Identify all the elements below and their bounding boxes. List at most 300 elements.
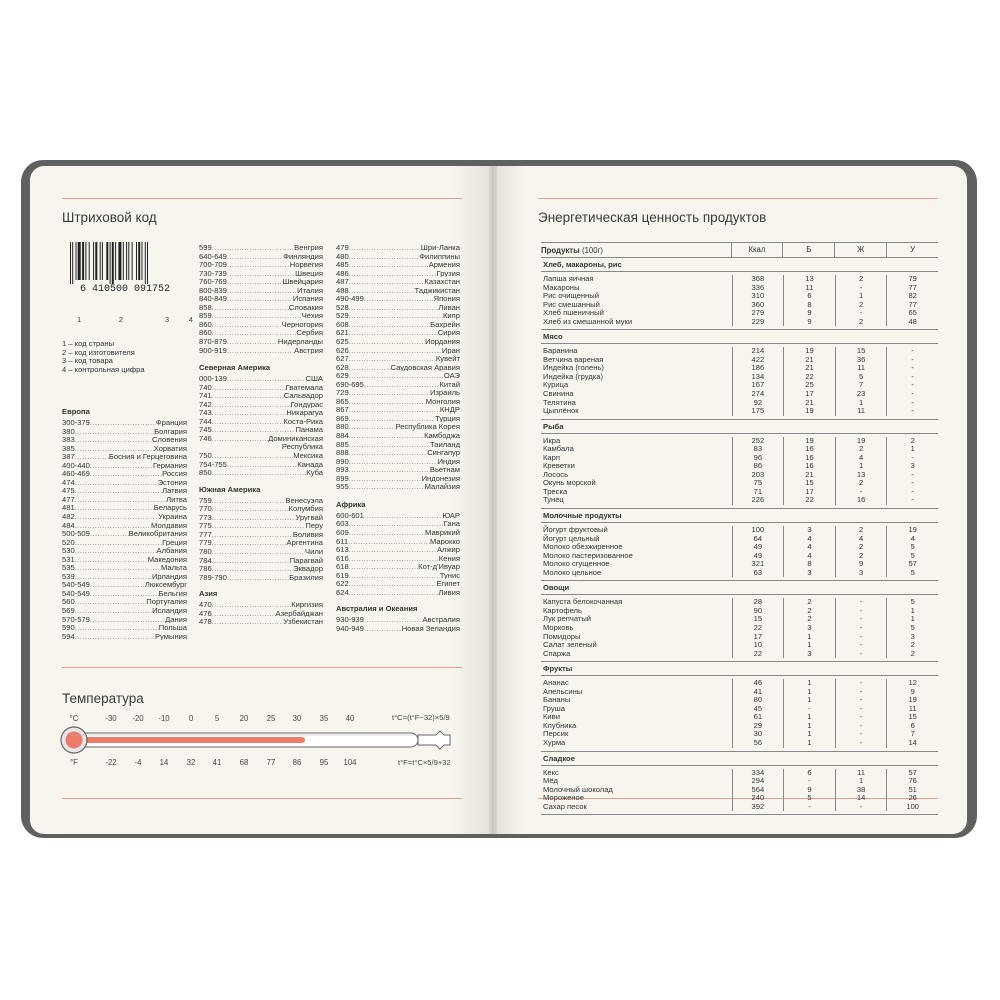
- kcal-value: 86: [732, 462, 784, 471]
- country-name: Филиппины: [419, 251, 460, 261]
- carbs-value: 65: [886, 309, 938, 318]
- table-row: [541, 284, 938, 293]
- country-name: Азербайджан: [275, 608, 323, 618]
- code-row: [62, 521, 187, 530]
- leader-dots: [212, 243, 294, 252]
- country-name: Гондурас: [290, 399, 323, 409]
- leader-dots: [75, 597, 147, 606]
- fat-value: 2: [835, 479, 887, 488]
- protein-value: 19: [783, 437, 835, 446]
- header-product: Продукты (100г): [541, 245, 604, 255]
- product-name: Камбала: [543, 444, 574, 454]
- protein-value: 1: [783, 739, 835, 748]
- code-row: [199, 504, 323, 513]
- kcal-value: 45: [732, 705, 784, 714]
- country-name: Вьетнам: [429, 465, 460, 474]
- protein-value: 3: [783, 526, 835, 535]
- code-row: [336, 354, 460, 363]
- category-header: Сладкое: [541, 752, 938, 766]
- legend-line: 1 – код страны: [62, 339, 115, 348]
- product-name: Хлеб пшеничный: [543, 308, 604, 318]
- leader-dots: [349, 260, 429, 269]
- carbs-value: 9: [886, 688, 938, 697]
- fat-value: -: [835, 641, 887, 650]
- kcal-value: 10: [732, 641, 784, 650]
- fat-value: 11: [835, 407, 887, 416]
- protein-value: 3: [783, 569, 835, 578]
- fat-value: -: [835, 624, 887, 633]
- country-name: Киргизия: [291, 600, 323, 609]
- country-name: Венесуэла: [285, 495, 323, 505]
- country-name: Республика Корея: [395, 422, 460, 432]
- code-value: 870-879: [199, 337, 227, 346]
- fat-value: 2: [835, 543, 887, 552]
- leader-dots: [212, 538, 287, 547]
- country-name: Ливия: [438, 587, 460, 597]
- code-value: 621: [336, 328, 349, 338]
- fat-value: -: [835, 598, 887, 607]
- category-rows: [541, 344, 938, 419]
- product-name: Морковь: [543, 622, 574, 632]
- celsius-tick: 30: [292, 714, 302, 723]
- group-title: Африка: [336, 499, 366, 509]
- carbs-value: 51: [886, 786, 938, 795]
- code-value: 940-949: [336, 623, 364, 633]
- country-name: Словакия: [288, 302, 323, 312]
- leader-dots: [212, 556, 290, 565]
- country-name: Бахрейн: [430, 319, 460, 329]
- carbs-value: 82: [886, 292, 938, 301]
- code-value: 628: [336, 362, 349, 372]
- product-name: Ветчина вареная: [543, 354, 604, 364]
- code-value: 740: [199, 382, 212, 392]
- protein-value: -: [783, 777, 835, 786]
- code-value: 400-440: [62, 460, 90, 470]
- code-row: [336, 571, 460, 580]
- country-name: ЮАР: [442, 510, 460, 520]
- country-name: Германия: [152, 460, 187, 470]
- carbs-value: -: [886, 356, 938, 365]
- code-row: [336, 397, 460, 406]
- group-title: Северная Америка: [199, 363, 271, 373]
- category-header: Хлеб, макароны, рис: [541, 258, 938, 272]
- barcode-bar: [93, 242, 94, 280]
- carbs-value: 11: [886, 705, 938, 714]
- code-row: [199, 556, 323, 565]
- leader-dots: [349, 474, 422, 483]
- fat-value: -: [835, 739, 887, 748]
- code-row: [199, 425, 323, 434]
- celsius-tick: 5: [214, 714, 220, 723]
- leader-dots: [212, 425, 296, 434]
- fahrenheit-tick: 95: [319, 758, 329, 767]
- fat-value: 1: [835, 777, 887, 786]
- barcode-bar: [76, 242, 77, 280]
- code-value: 000-139: [199, 374, 227, 383]
- barcode-markers: [73, 316, 193, 325]
- kcal-value: 22: [732, 624, 784, 633]
- kcal-value: 214: [732, 347, 784, 356]
- code-row: [62, 503, 187, 512]
- carbs-value: 1: [886, 607, 938, 616]
- country-name: Иран: [441, 345, 460, 355]
- leader-dots: [348, 537, 430, 546]
- code-row: [199, 346, 323, 355]
- code-value: 477: [62, 494, 75, 504]
- celsius-tick: 40: [345, 714, 355, 723]
- code-row: [62, 563, 187, 572]
- product-name: Треска: [543, 486, 568, 496]
- leader-dots: [75, 427, 154, 436]
- fat-value: 5: [835, 373, 887, 382]
- code-value: 893: [336, 465, 349, 474]
- leader-dots: [212, 513, 296, 522]
- protein-value: 9: [783, 309, 835, 318]
- code-value: 529: [336, 311, 349, 320]
- leader-dots: [349, 277, 425, 286]
- carbs-value: -: [886, 381, 938, 390]
- code-value: 500-509: [62, 529, 90, 538]
- carbs-value: -: [886, 471, 938, 480]
- product-name: Цыплёнок: [543, 406, 579, 416]
- fat-value: 2: [835, 552, 887, 561]
- country-name: Алжир: [436, 545, 460, 554]
- protein-value: 2: [783, 607, 835, 616]
- kcal-value: 46: [732, 679, 784, 688]
- product-name: Индейка (голень): [543, 363, 604, 373]
- formula-celsius: t°C=(t°F−32)×5/9: [392, 713, 450, 722]
- kcal-value: 61: [732, 713, 784, 722]
- protein-value: -: [783, 705, 835, 714]
- code-row: [199, 383, 323, 392]
- carbs-value: 2: [886, 641, 938, 650]
- code-value: 784: [199, 555, 212, 565]
- top-rule-left: [62, 198, 462, 199]
- product-name: Мороженое: [543, 793, 584, 803]
- table-row: [541, 292, 938, 301]
- code-value: 482: [62, 512, 75, 521]
- country-name: Сальвадор: [283, 391, 323, 400]
- code-value: 569: [62, 606, 75, 615]
- product-name: Икра: [543, 435, 561, 445]
- code-value: 470: [199, 600, 212, 609]
- code-row: [336, 405, 460, 414]
- code-row: [62, 486, 187, 495]
- code-row: [199, 252, 323, 261]
- carbs-value: 79: [886, 275, 938, 284]
- kcal-value: 80: [732, 696, 784, 705]
- kcal-value: 29: [732, 722, 784, 731]
- code-value: 380: [62, 426, 75, 436]
- leader-dots: [349, 252, 420, 261]
- code-row: [62, 615, 187, 624]
- kcal-value: 15: [732, 615, 784, 624]
- fat-value: -: [835, 284, 887, 293]
- code-row: [336, 448, 460, 457]
- protein-value: 16: [783, 454, 835, 463]
- code-value: 481: [62, 503, 75, 513]
- table-row: [541, 803, 938, 812]
- category-rows: [541, 595, 938, 662]
- code-row: [336, 260, 460, 269]
- code-value: 608: [336, 319, 349, 329]
- code-value: 540-549: [62, 588, 90, 598]
- table-row: [541, 399, 938, 408]
- code-value: 484: [62, 520, 75, 530]
- fat-value: 36: [835, 356, 887, 365]
- leader-dots: [75, 452, 109, 461]
- leader-dots: [227, 277, 283, 286]
- kcal-value: 336: [732, 284, 784, 293]
- leader-dots: [212, 328, 297, 337]
- leader-dots: [212, 600, 292, 609]
- table-row: [541, 794, 938, 803]
- fahrenheit-tick: 104: [343, 758, 357, 767]
- product-name: Киви: [543, 712, 560, 722]
- product-name: Йогурт фруктовый: [543, 525, 608, 535]
- product-name: Клубника: [543, 720, 577, 730]
- fat-value: -: [835, 730, 887, 739]
- leader-dots: [227, 269, 295, 278]
- code-row: [199, 496, 323, 505]
- kcal-value: 240: [732, 794, 784, 803]
- fat-value: 2: [835, 275, 887, 284]
- protein-value: 4: [783, 543, 835, 552]
- country-name: Армения: [428, 260, 460, 269]
- carbs-value: 5: [886, 624, 938, 633]
- fat-value: 7: [835, 381, 887, 390]
- code-row: [199, 400, 323, 409]
- code-value: 387: [62, 452, 75, 461]
- product-name: Окунь морской: [543, 478, 596, 488]
- protein-value: 1: [783, 730, 835, 739]
- category-header: Молочные продукты: [541, 509, 938, 523]
- code-value: 742: [199, 399, 212, 409]
- country-name: Нидерланды: [277, 337, 323, 346]
- code-value: 520: [62, 537, 75, 547]
- product-name: Кекс: [543, 767, 559, 777]
- leader-dots: [349, 448, 428, 457]
- leader-dots: [90, 529, 129, 538]
- leader-dots: [212, 530, 293, 539]
- leader-dots: [349, 562, 418, 571]
- table-row: [541, 390, 938, 399]
- code-value: 860: [199, 319, 212, 329]
- fat-value: 38: [835, 786, 887, 795]
- country-name: Великобритания: [128, 529, 187, 538]
- code-value: 800-839: [199, 285, 227, 295]
- table-row: [541, 488, 938, 497]
- kcal-value: 90: [732, 607, 784, 616]
- leader-dots: [349, 579, 437, 588]
- country-name: Марокко: [429, 536, 460, 546]
- leader-dots: [212, 417, 284, 426]
- table-row: [541, 479, 938, 488]
- code-value: 850: [199, 468, 212, 477]
- leader-dots: [349, 414, 435, 423]
- carbs-value: 6: [886, 722, 938, 731]
- table-row: [541, 381, 938, 390]
- kcal-value: 64: [732, 535, 784, 544]
- barcode-bar: [138, 242, 140, 280]
- leader-dots: [349, 554, 439, 563]
- country-name: Болгария: [154, 426, 187, 436]
- fat-value: 11: [835, 364, 887, 373]
- kcal-value: 49: [732, 552, 784, 561]
- table-row: [541, 373, 938, 382]
- leader-dots: [212, 504, 289, 513]
- table-row: [541, 275, 938, 284]
- code-value: 487: [336, 277, 349, 286]
- code-row: [336, 311, 460, 320]
- leader-dots: [349, 243, 421, 252]
- product-name: Рис смешанный: [543, 299, 600, 309]
- code-row: [62, 606, 187, 615]
- code-row: [199, 408, 323, 417]
- code-value: 760-769: [199, 277, 227, 286]
- fat-value: 1: [835, 399, 887, 408]
- country-name: Македония: [147, 554, 187, 564]
- code-row: [199, 442, 323, 451]
- country-name: Италия: [297, 285, 323, 295]
- leader-dots: [349, 303, 439, 312]
- table-row: [541, 607, 938, 616]
- code-row: [336, 482, 460, 491]
- leader-dots: [227, 374, 306, 383]
- kcal-value: 310: [732, 292, 784, 301]
- country-name: Эквадор: [293, 564, 323, 573]
- code-value: 840-849: [199, 294, 227, 303]
- code-value: 474: [62, 477, 75, 487]
- code-value: 900-919: [199, 345, 227, 355]
- country-name: Чехия: [301, 311, 323, 320]
- carbs-value: 12: [886, 679, 938, 688]
- protein-value: 1: [783, 722, 835, 731]
- leader-dots: [349, 465, 430, 474]
- fahrenheit-tick: 68: [239, 758, 249, 767]
- protein-value: 9: [783, 318, 835, 327]
- top-rule-right: [538, 198, 938, 199]
- country-name: Португалия: [146, 597, 187, 607]
- kcal-value: 564: [732, 786, 784, 795]
- product-name: Свинина: [543, 389, 574, 399]
- code-value: 700-709: [199, 260, 227, 269]
- fat-value: -: [835, 607, 887, 616]
- country-name: Шри-Ланка: [420, 243, 460, 252]
- code-row: [62, 512, 187, 521]
- country-name: Польша: [158, 623, 187, 632]
- kcal-value: 229: [732, 318, 784, 327]
- carbs-value: 4: [886, 535, 938, 544]
- fat-value: 19: [835, 437, 887, 446]
- country-name: Литва: [166, 494, 187, 504]
- code-value: 539: [62, 571, 75, 581]
- code-value: 622: [336, 579, 349, 588]
- code-row: [336, 474, 460, 483]
- category-header: Рыба: [541, 420, 938, 434]
- fat-value: 1: [835, 462, 887, 471]
- fat-value: -: [835, 696, 887, 705]
- legend-line: 2 – код изготовителя: [62, 347, 135, 357]
- barcode-bar: [115, 242, 116, 280]
- product-name: Баранина: [543, 346, 578, 356]
- leader-dots: [90, 418, 156, 427]
- code-row: [199, 617, 323, 626]
- code-value: 530: [62, 546, 75, 555]
- fahrenheit-tick: -4: [134, 758, 142, 767]
- country-name: Мексика: [293, 451, 323, 460]
- product-name: Индейка (грудка): [543, 371, 604, 381]
- code-value: 690-695: [336, 379, 364, 389]
- protein-value: 22: [783, 373, 835, 382]
- carbs-value: 1: [886, 615, 938, 624]
- code-row: [62, 495, 187, 504]
- legend-line: 3 – код товара: [62, 356, 113, 366]
- category-header: Фрукты: [541, 662, 938, 676]
- leader-dots: [90, 461, 153, 470]
- code-row: [336, 562, 460, 571]
- code-row: [62, 623, 187, 632]
- code-value: 618: [336, 562, 349, 571]
- barcode-title: Штриховой код: [62, 210, 157, 225]
- carbs-value: -: [886, 390, 938, 399]
- table-row: [541, 722, 938, 731]
- code-row: [199, 521, 323, 530]
- kcal-value: 30: [732, 730, 784, 739]
- group-title: Европа: [62, 407, 90, 416]
- leader-dots: [349, 320, 430, 329]
- code-value: 741: [199, 391, 212, 400]
- country-name: Эстония: [157, 477, 187, 487]
- barcode-bar: [89, 242, 90, 280]
- header-fat: Ж: [834, 243, 886, 257]
- code-value: 860: [199, 328, 212, 338]
- barcode-legend: [62, 340, 145, 374]
- country-name: Гватемала: [285, 382, 323, 392]
- carbs-value: -: [886, 399, 938, 408]
- header-kcal: Ккал: [731, 243, 783, 257]
- carbs-value: 5: [886, 543, 938, 552]
- barcode-bar: [106, 242, 108, 280]
- fat-value: -: [835, 309, 887, 318]
- barcode-image: [64, 242, 186, 292]
- kcal-value: 75: [732, 479, 784, 488]
- category-header: Овощи: [541, 581, 938, 595]
- code-value: 930-939: [336, 615, 364, 624]
- table-row: [541, 318, 938, 327]
- product-name: Сахар песок: [543, 801, 587, 811]
- country-name: Черногория: [281, 319, 323, 329]
- code-value: 619: [336, 570, 349, 580]
- code-value: 777: [199, 529, 212, 539]
- leader-dots: [349, 337, 425, 346]
- leader-dots: [349, 311, 443, 320]
- leader-dots: [212, 564, 293, 573]
- country-codes-col3: [336, 243, 460, 632]
- carbs-value: 5: [886, 569, 938, 578]
- protein-value: 3: [783, 650, 835, 659]
- product-name: Молоко цельное: [543, 567, 602, 577]
- country-name: Тунис: [439, 570, 460, 580]
- code-row: [62, 632, 187, 641]
- code-row: [199, 434, 323, 443]
- country-name: Маврикий: [425, 527, 460, 537]
- category-header: Мясо: [541, 330, 938, 344]
- carbs-value: 1: [886, 445, 938, 454]
- code-row: [62, 597, 187, 606]
- leader-dots: [90, 615, 165, 624]
- leader-dots: [212, 383, 286, 392]
